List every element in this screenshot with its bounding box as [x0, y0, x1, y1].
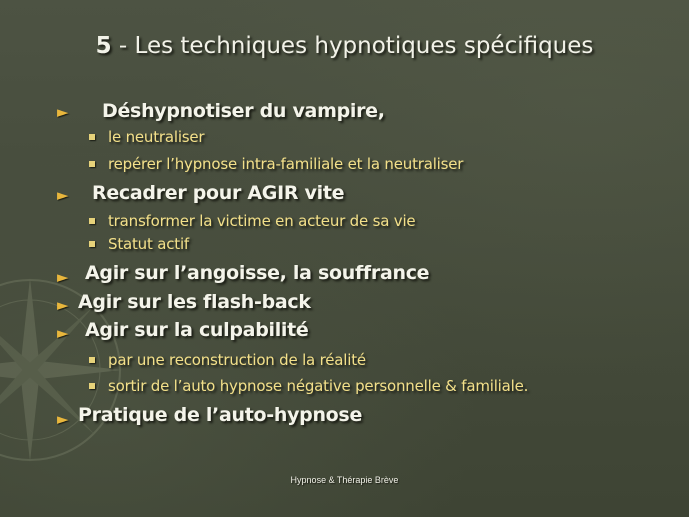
slide-footer: Hypnose & Thérapie Brève	[290, 475, 399, 485]
square-bullet-icon	[89, 241, 95, 247]
triangle-right-icon: ►	[57, 296, 69, 314]
bullet-item: Déshypnotiser du vampire,	[102, 100, 385, 122]
square-bullet-icon	[89, 357, 95, 363]
bullet-item: Pratique de l’auto-hypnose	[78, 404, 363, 426]
sub-bullet-item: repérer l’hypnose intra-familiale et la neutraliser	[108, 155, 464, 173]
triangle-right-icon: ►	[57, 324, 69, 342]
slide-title	[0, 33, 689, 59]
square-bullet-icon	[89, 383, 95, 389]
bullet-item: Recadrer pour AGIR vite	[92, 182, 345, 204]
sub-bullet-item: par une reconstruction de la réalité	[108, 351, 366, 369]
title-text: - Les techniques hypnotiques spécifiques	[111, 33, 594, 59]
square-bullet-icon	[89, 218, 95, 224]
square-bullet-icon	[89, 161, 95, 167]
sub-bullet-item: le neutraliser	[108, 128, 205, 146]
bullet-item: Agir sur la culpabilité	[85, 319, 309, 341]
title-number: 5	[95, 33, 112, 59]
sub-bullet-item: Statut actif	[108, 235, 190, 253]
bullet-item: Agir sur l’angoisse, la souffrance	[85, 262, 430, 284]
triangle-right-icon: ►	[57, 186, 69, 204]
triangle-right-icon: ►	[57, 268, 69, 286]
square-bullet-icon	[89, 134, 95, 140]
sub-bullet-item: sortir de l’auto hypnose négative personnelle & familiale.	[108, 377, 529, 395]
sub-bullet-item: transformer la victime en acteur de sa vie	[108, 212, 416, 230]
triangle-right-icon: ►	[57, 410, 69, 428]
bullet-item: Agir sur les flash-back	[78, 291, 311, 313]
triangle-right-icon: ►	[57, 103, 69, 121]
